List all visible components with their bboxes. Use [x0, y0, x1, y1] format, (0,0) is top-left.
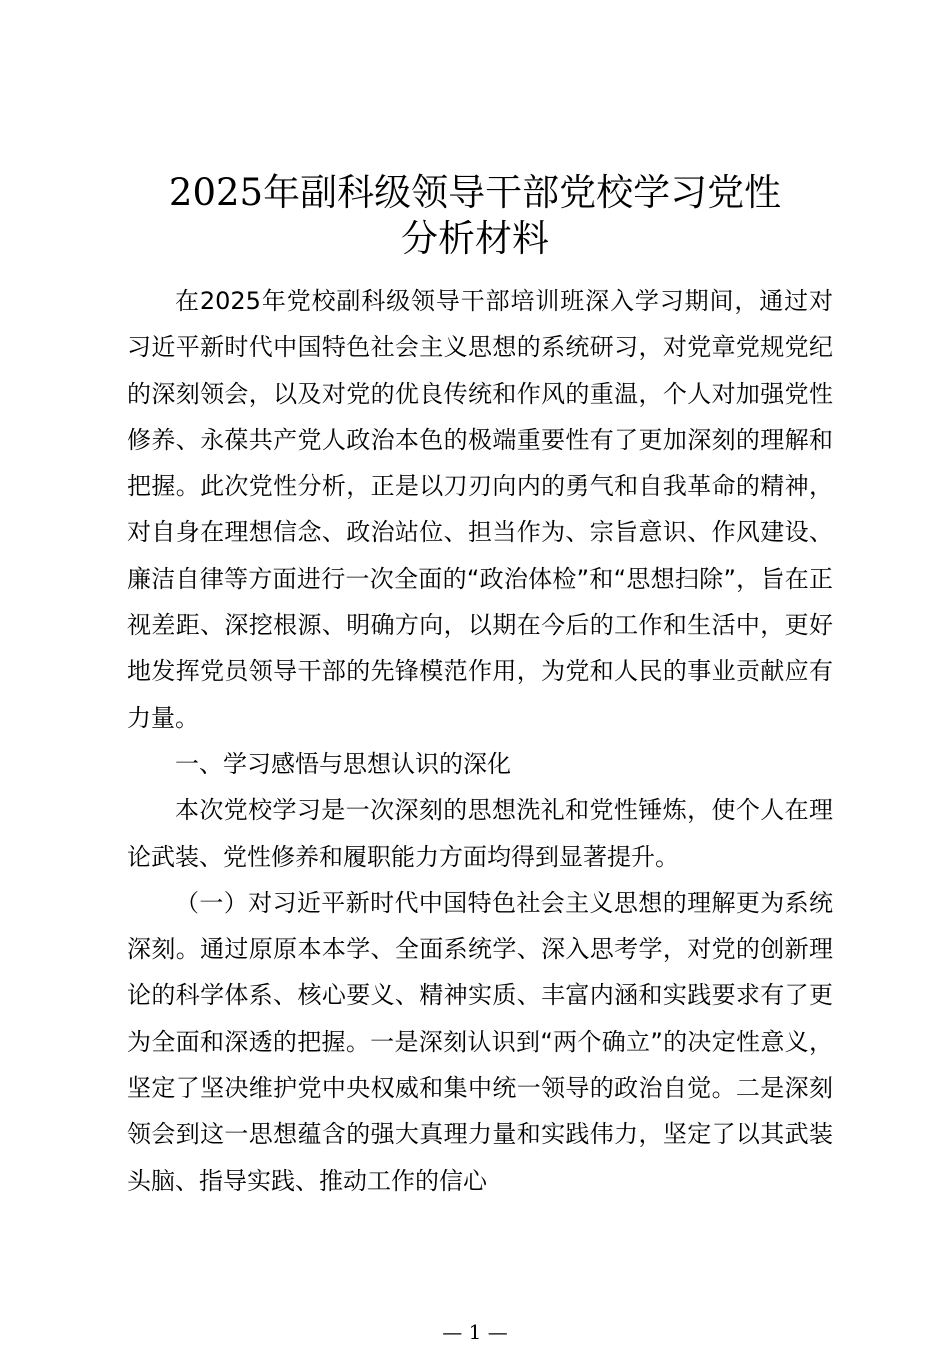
document-body	[127, 278, 833, 1204]
document-title-line-2: 分析材料	[401, 217, 549, 260]
intro-paragraph: 在2025年党校副科级领导干部培训班深入学习期间，通过对习近平新时代中国特色社会主义思想的系统研习，对党章党规党纪的深刻领会，以及对党的优良传统和作风的重温，个人对加强党性修养、永葆共产党人政治本色的极端重要性有了更加深刻的理解和把握。此次党性分析，正是以刀刃向内的勇气和自我革命的精神，对自身在理想信念、政治站位、担当作为、宗旨意识、作风建设、廉洁自律等方面进行一次全面的“政治体检”和“思想扫除”，旨在正视差距、深挖根源、明确方向，以期在今后的工作和生活中，更好地发挥党员领导干部的先锋模范作用，为党和人民的事业贡献应有力量。	[127, 287, 833, 732]
section-1-paragraph: 本次党校学习是一次深刻的思想洗礼和党性锤炼，使个人在理论武装、党性修养和履职能力方面均得到显著提升。	[127, 796, 833, 871]
document-title-line-1: 2025年副科级领导干部党校学习党性	[168, 171, 782, 214]
subsection-1-paragraph: （一）对习近平新时代中国特色社会主义思想的理解更为系统深刻。通过原原本本学、全面系统学、深入思考学，对党的创新理论的科学体系、核心要义、精神实质、丰富内涵和实践要求有了更为全面和深透的把握。一是深刻认识到“两个确立”的决定性意义，坚定了坚决维护党中央权威和集中统一领导的政治自觉。二是深刻领会到这一思想蕴含的强大真理力量和实践伟力，坚定了以其武装头脑、指导实践、推动工作的信心	[127, 888, 833, 1195]
page-number: — 1 —	[442, 1320, 508, 1344]
section-heading-1: 一、学习感悟与思想认识的深化	[175, 749, 511, 778]
